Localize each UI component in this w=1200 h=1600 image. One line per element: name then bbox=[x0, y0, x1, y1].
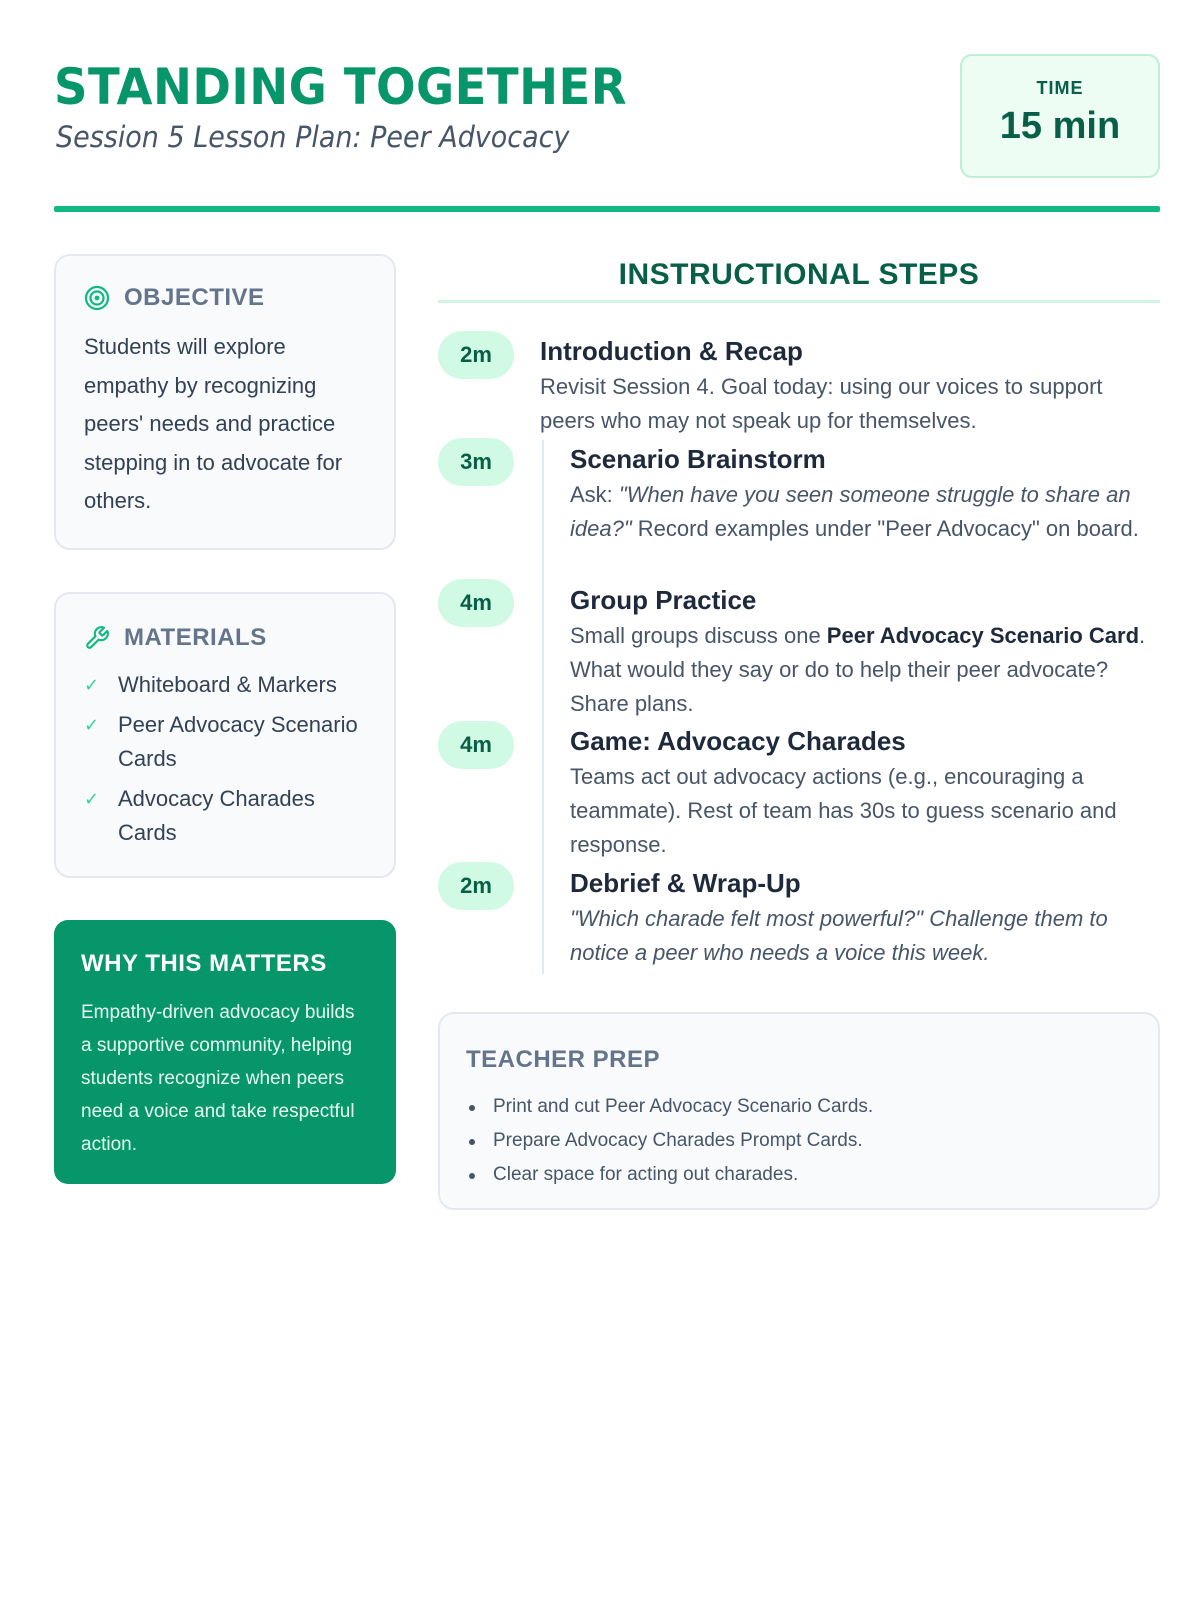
objective-text: Students will explore empathy by recognizing peers' needs and practice stepping in to advocate for others. bbox=[84, 334, 343, 513]
teacher-prep-card bbox=[438, 1012, 1160, 1210]
steps-heading: INSTRUCTIONAL STEPS bbox=[618, 258, 980, 291]
objective-heading: OBJECTIVE bbox=[124, 284, 265, 311]
header bbox=[54, 52, 1160, 212]
step-item bbox=[540, 334, 1150, 438]
step-body-quote: "Which charade felt most powerful?" Challenge them to notice a peer who needs a voice this week. bbox=[570, 906, 1108, 965]
why-this-matters-card bbox=[54, 920, 396, 1184]
step-item bbox=[570, 724, 1160, 862]
step-duration-badge: 4m bbox=[438, 579, 514, 627]
step-body-bold: Peer Advocacy Scenario Card bbox=[826, 623, 1140, 648]
step-item bbox=[570, 583, 1150, 721]
check-icon: ✓ bbox=[84, 675, 100, 695]
why-heading: WHY THIS MATTERS bbox=[81, 950, 327, 977]
target-icon bbox=[84, 285, 110, 311]
materials-card bbox=[54, 592, 396, 878]
step-duration-badge: 4m bbox=[438, 721, 514, 769]
step-title: Scenario Brainstorm bbox=[570, 444, 826, 474]
page-subtitle: Session 5 Lesson Plan: Peer Advocacy bbox=[56, 120, 570, 154]
check-icon: ✓ bbox=[84, 715, 100, 735]
time-badge bbox=[960, 54, 1160, 178]
objective-header bbox=[84, 284, 368, 312]
step-title: Game: Advocacy Charades bbox=[570, 726, 906, 756]
step-body-prefix: Small groups discuss one bbox=[570, 623, 827, 648]
step-item bbox=[570, 442, 1150, 546]
list-item bbox=[84, 668, 368, 702]
materials-header bbox=[84, 624, 368, 652]
steps-divider bbox=[438, 300, 1160, 303]
list-item bbox=[84, 782, 368, 850]
why-text: Empathy-driven advocacy builds a supportive community, helping students recognize when peers need a voice and take respectful action. bbox=[81, 1002, 355, 1155]
step-body bbox=[570, 478, 1150, 546]
step-title: Debrief & Wrap-Up bbox=[570, 868, 801, 898]
step-duration-badge: 2m bbox=[438, 331, 514, 379]
step-body-quote: "When have you seen someone struggle to share an idea?" bbox=[570, 482, 1131, 541]
step-body bbox=[570, 902, 1150, 970]
step-body bbox=[570, 619, 1150, 721]
step-body: Revisit Session 4. Goal today: using our voices to support peers who may not speak up for themselves. bbox=[540, 374, 1103, 433]
list-item: Print and cut Peer Advocacy Scenario Cards. bbox=[466, 1090, 1132, 1124]
steps-timeline-line bbox=[542, 440, 544, 974]
step-body-suffix: . What would they say or do to help their peer advocate? Share plans. bbox=[570, 623, 1146, 716]
list-item: Clear space for acting out charades. bbox=[466, 1158, 1132, 1192]
step-item bbox=[570, 866, 1150, 970]
step-title: Group Practice bbox=[570, 585, 757, 615]
list-item bbox=[84, 708, 368, 776]
list-item: Prepare Advocacy Charades Prompt Cards. bbox=[466, 1124, 1132, 1158]
teacher-prep-list bbox=[466, 1090, 1132, 1192]
objective-card bbox=[54, 254, 396, 550]
material-label: Advocacy Charades Cards bbox=[118, 786, 315, 845]
material-label: Peer Advocacy Scenario Cards bbox=[118, 712, 358, 771]
step-duration-badge: 2m bbox=[438, 862, 514, 910]
header-divider bbox=[54, 206, 1160, 212]
page-title: STANDING TOGETHER bbox=[54, 58, 627, 116]
materials-list bbox=[84, 668, 368, 850]
step-duration-badge: 3m bbox=[438, 438, 514, 486]
step-body-prefix: Ask: bbox=[570, 482, 619, 507]
material-label: Whiteboard & Markers bbox=[118, 672, 337, 697]
wrench-icon bbox=[84, 625, 110, 651]
teacher-prep-heading: TEACHER PREP bbox=[466, 1046, 661, 1073]
time-label: TIME bbox=[1036, 78, 1084, 98]
time-value: 15 min bbox=[999, 105, 1121, 147]
check-icon: ✓ bbox=[84, 789, 100, 809]
step-body-suffix: Record examples under "Peer Advocacy" on board. bbox=[631, 516, 1139, 541]
step-title: Introduction & Recap bbox=[540, 336, 803, 366]
materials-heading: MATERIALS bbox=[124, 624, 267, 651]
step-body: Teams act out advocacy actions (e.g., encouraging a teammate). Rest of team has 30s to guess scenario and response. bbox=[570, 764, 1117, 857]
